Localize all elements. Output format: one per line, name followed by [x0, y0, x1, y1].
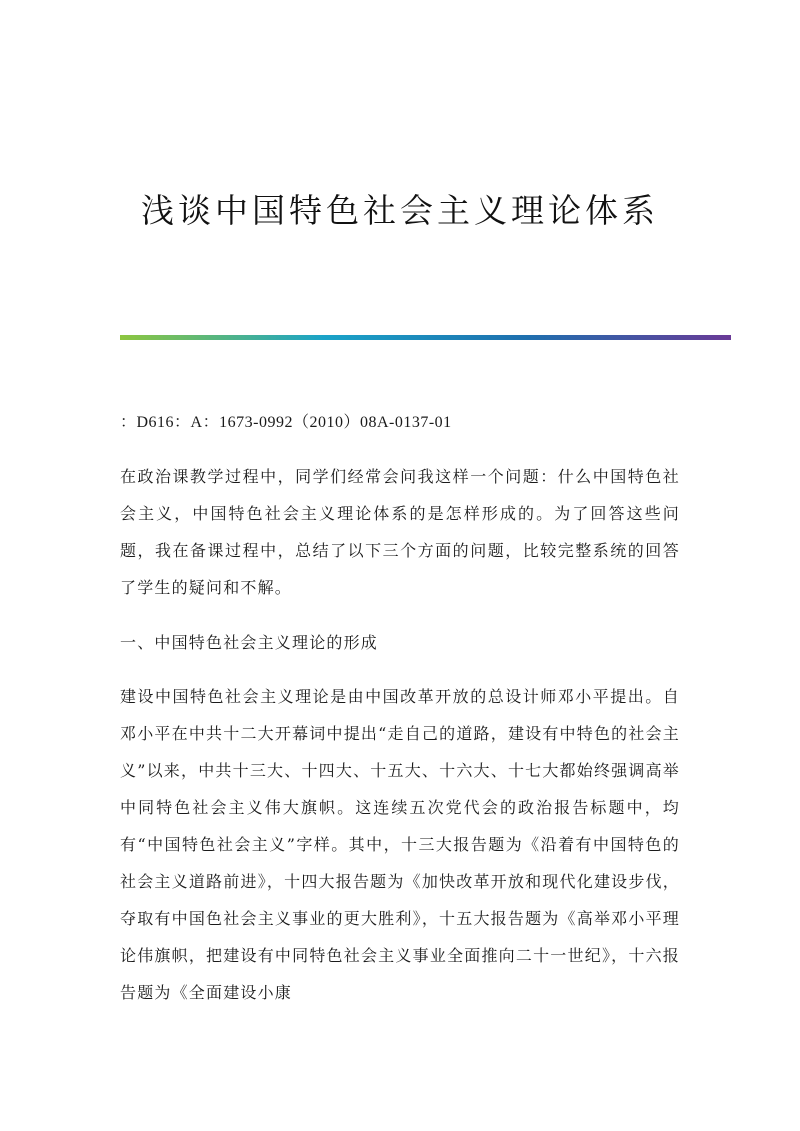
section-paragraph: 建设中国特色社会主义理论是由中国改革开放的总设计师邓小平提出。自邓小平在中共十二大开幕词中提出“走自己的道路，建设有中特色的社会主义”以来，中共十三大、十四大、十五大、十六大、十七大都始终强调高举中同特色社会主义伟大旗帜。这连续五次党代会的政治报告标题中，均有“中国特色社会主义”字样。其中，十三大报告题为《沿着有中国特色的社会主义道路前进》，十四大报告题为《加快改革开放和现代化建设步伐，夺取有中国色社会主义事业的更大胜利》，十五大报告题为《高举邓小平理论伟旗帜，把建设有中同特色社会主义事业全面推向二十一世纪》，十六报告题为《全面建设小康: [120, 687, 680, 1002]
section-heading: 一、中国特色社会主义理论的形成: [120, 633, 379, 652]
title-divider-rule: [120, 335, 731, 340]
classification-meta-line: ：D616：A：1673-0992（2010）08A-0137-01: [120, 414, 452, 431]
document-body: [120, 404, 680, 1029]
intro-paragraph: 在政治课教学过程中，同学们经常会问我这样一个问题：什么中国特色社会主义，中国特色社会主义理论体系的是怎样形成的。为了回答这些问题，我在备课过程中，总结了以下三个方面的问题，比较完整系统的回答了学生的疑问和不解。: [120, 467, 680, 597]
document-title: 浅谈中国特色社会主义理论体系: [141, 191, 659, 230]
